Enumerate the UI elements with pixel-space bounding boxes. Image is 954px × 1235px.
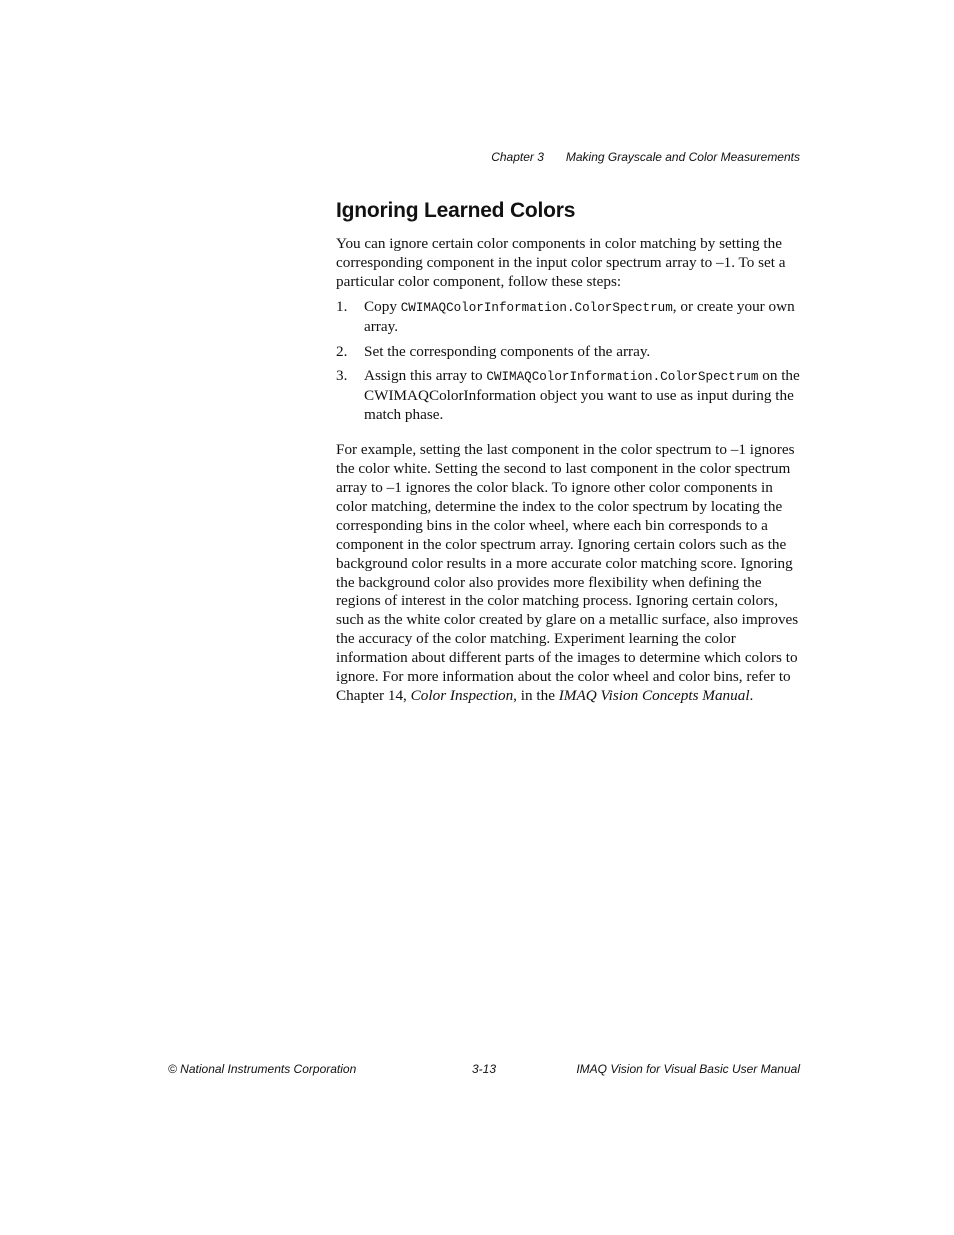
chapter-reference: Color Inspection xyxy=(410,686,514,704)
step-number: 1. xyxy=(336,297,348,315)
intro-paragraph: You can ignore certain color components in color matching by setting the corresponding component in the input color spectrum array to –1. To set a particular color component, follow these steps: xyxy=(336,235,786,290)
body-paragraph xyxy=(336,441,800,706)
code-identifier: CWIMAQColorInformation.ColorSpectrum xyxy=(486,370,759,385)
running-header xyxy=(0,150,800,164)
list-item xyxy=(336,298,800,337)
header-title: Making Grayscale and Color Measurements xyxy=(565,150,800,164)
footer-copyright: © National Instruments Corporation xyxy=(168,1062,357,1076)
code-identifier: CWIMAQColorInformation.ColorSpectrum xyxy=(400,300,673,315)
step-number: 3. xyxy=(336,367,348,385)
steps-list xyxy=(336,298,800,425)
list-item xyxy=(336,367,800,425)
step-text: Copy xyxy=(364,297,401,315)
step-text: , or create your own array. xyxy=(364,297,795,335)
section-heading: Ignoring Learned Colors xyxy=(336,199,576,222)
footer-manual-title: IMAQ Vision for Visual Basic User Manual xyxy=(576,1062,800,1076)
footer-page-number: 3-13 xyxy=(472,1062,497,1076)
manual-reference: IMAQ Vision Concepts Manual xyxy=(558,686,750,704)
main-content xyxy=(336,198,800,706)
step-text: Set the corresponding components of the array. xyxy=(364,342,651,360)
body-text: For example, setting the last component in the color spectrum to –1 ignores the color white. Setting the second to last component in the color spectrum array to –1 ignores the color black. To ignore other color components in color matching, determine the index to the color spectrum by locating the corresponding bins in the color wheel, where each bin corresponds to a component in the color spectrum array. Ignoring certain colors such as the background color results in a more accurate color matching score. Ignoring the background color also provides more flexibility when defining the regions of interest in the color matching process. Ignoring certain colors, such as the white color created by glare on a metallic surface, also improves the accuracy of the color matching. Experiment learning the color information about different parts of the images to determine which colors to ignore. For more information about the color wheel and color bins, refer to Chapter 14, xyxy=(336,441,799,704)
body-text: , in the xyxy=(513,686,559,704)
body-text: . xyxy=(749,686,754,704)
header-chapter: Chapter 3 xyxy=(491,150,544,164)
step-number: 2. xyxy=(336,342,348,360)
list-item xyxy=(336,343,800,362)
step-text: Assign this array to xyxy=(364,367,487,385)
step-text: on the CWIMAQColorInformation object you want to use as input during the match phase. xyxy=(364,367,800,424)
